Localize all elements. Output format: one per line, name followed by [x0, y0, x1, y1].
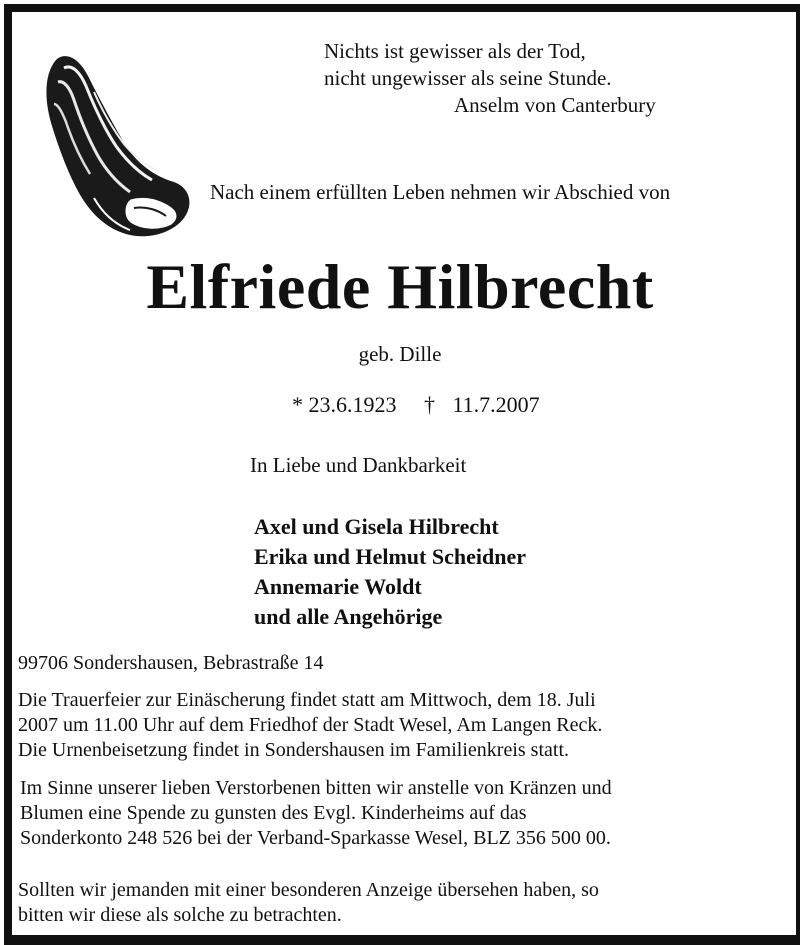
ceremony-line: Die Trauerfeier zur Einäscherung findet statt am Mittwoch, dem 18. Juli: [18, 689, 596, 711]
mourner-line: Axel und Gisela Hilbrecht: [254, 514, 499, 539]
donation-paragraph: [20, 776, 612, 851]
obituary-content: [12, 12, 788, 927]
ceremony-line: Die Urnenbeisetzung findet in Sondershausen im Familienkreis statt.: [18, 739, 569, 761]
closing-phrase: In Liebe und Dankbarkeit: [250, 453, 467, 477]
mourner-line: Annemarie Woldt: [254, 574, 422, 599]
intro-text: Nach einem erfüllten Leben nehmen wir Abschied von: [210, 180, 671, 204]
family-address: 99706 Sondershausen, Bebrastraße 14: [18, 652, 324, 674]
birth-date: * 23.6.1923: [292, 392, 397, 417]
quote-line-1: Nichts ist gewisser als der Tod,: [324, 39, 586, 63]
quote-author: Anselm von Canterbury: [454, 93, 656, 117]
praying-hands-icon: [34, 48, 196, 244]
ceremony-line: 2007 um 11.00 Uhr auf dem Friedhof der Stadt Wesel, Am Langen Reck.: [18, 714, 603, 736]
notice-paragraph: [18, 878, 599, 928]
mourner-line: Erika und Helmut Scheidner: [254, 544, 526, 569]
notice-line: bitten wir diese als solche zu betrachten.: [18, 904, 342, 926]
donation-line: Sonderkonto 248 526 bei der Verband-Sparkasse Wesel, BLZ 356 500 00.: [20, 827, 611, 849]
notice-line: Sollten wir jemanden mit einer besonderen Anzeige übersehen haben, so: [18, 879, 599, 901]
deceased-name: Elfriede Hilbrecht: [146, 251, 654, 322]
life-dates: [292, 392, 540, 418]
quote-line-2: nicht ungewisser als seine Stunde.: [324, 66, 612, 90]
mourner-line: und alle Angehörige: [254, 604, 443, 629]
mourners-list: [254, 512, 526, 632]
ceremony-paragraph: [18, 688, 602, 763]
donation-line: Blumen eine Spende zu gunsten des Evgl. Kinderheims auf das: [20, 802, 527, 824]
death-date: 11.7.2007: [452, 392, 540, 417]
death-cross-icon: †: [424, 392, 435, 417]
donation-line: Im Sinne unserer lieben Verstorbenen bitten wir anstelle von Kränzen und: [20, 777, 612, 799]
birth-name: geb. Dille: [358, 342, 442, 366]
quote-block: [324, 38, 656, 119]
